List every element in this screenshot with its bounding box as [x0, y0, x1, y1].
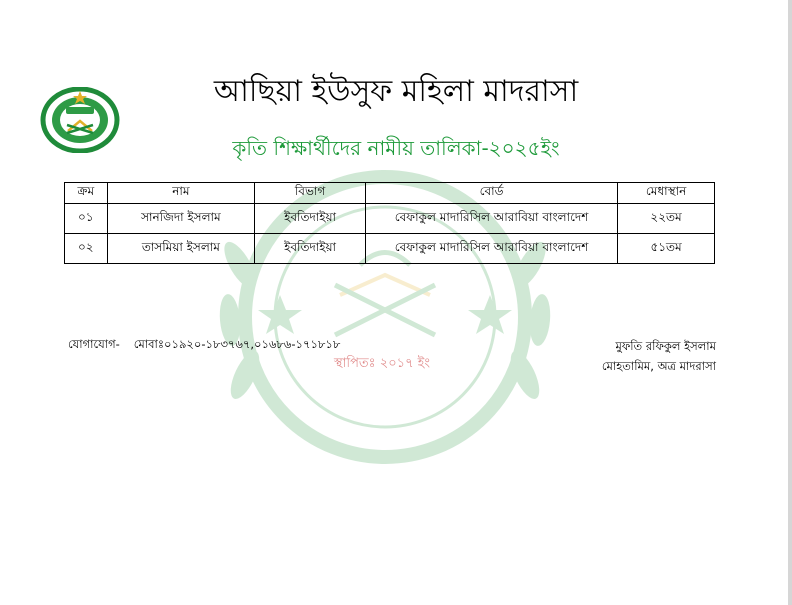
table-row [65, 204, 715, 234]
contact-phones: মোবাঃ০১৯২০-১৮৩৭৬৭,০১৬৮৬-১৭১৮১৮ [133, 337, 341, 351]
column-header: মেধাস্থান [618, 183, 715, 204]
table-cell: ইবতিদাইয়া [255, 204, 366, 234]
page-subtitle: কৃতি শিক্ষার্থীদের নামীয় তালিকা-২০২৫ইং [232, 136, 560, 160]
page-edge [788, 0, 792, 605]
contact-info [68, 336, 354, 355]
contact-label: যোগাযোগ- [68, 337, 120, 351]
table-cell: ইবতিদাইয়া [255, 234, 366, 264]
table-cell: সানজিদা ইসলাম [107, 204, 255, 234]
column-header: নাম [107, 183, 255, 204]
table-cell: বেফাকুল মাদারিসিল আরাবিয়া বাংলাদেশ [365, 234, 617, 264]
signatory-title: মোহতামিম, অত্র মাদরাসা [601, 359, 716, 373]
table-cell: ০১ [65, 204, 108, 234]
table-row [65, 234, 715, 264]
table-cell: বেফাকুল মাদারিসিল আরাবিয়া বাংলাদেশ [365, 204, 617, 234]
column-header: বিভাগ [255, 183, 366, 204]
table-header-row [65, 183, 715, 204]
table-cell: তাসমিয়া ইসলাম [107, 234, 255, 264]
column-header: বোর্ড [365, 183, 617, 204]
table-cell: ২২তম [618, 204, 715, 234]
merit-list-table [64, 182, 715, 264]
established-text: স্থাপিতঃ ২০১৭ ইং [334, 356, 431, 371]
table-cell: ০২ [65, 234, 108, 264]
table-cell: ৫১তম [618, 234, 715, 264]
signature-block [602, 336, 716, 376]
page-title: আছিয়া ইউসুফ মহিলা মাদরাসা [213, 74, 579, 109]
column-header: ক্রম [65, 183, 108, 204]
signatory-name: মুফতি রফিকুল ইসলাম [615, 339, 716, 353]
